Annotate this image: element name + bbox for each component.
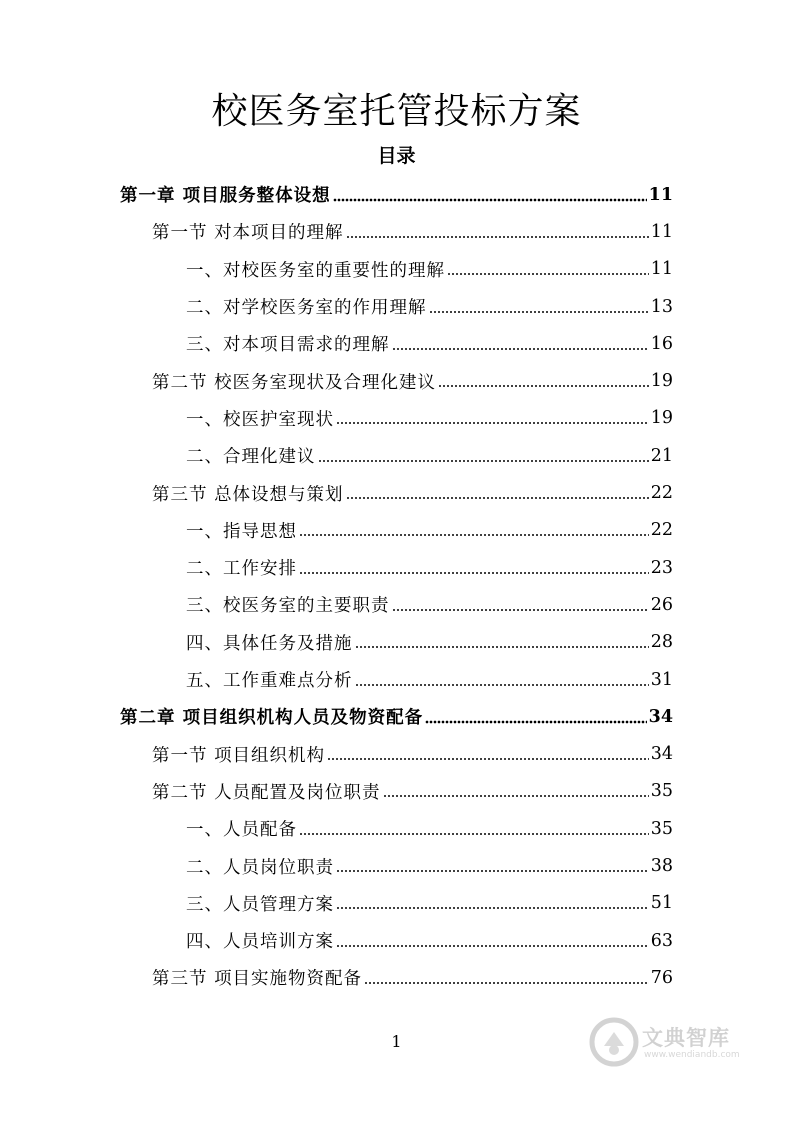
toc-dot-leader [383, 793, 649, 799]
toc-entry-label: 第一节 对本项目的理解 [152, 223, 344, 244]
toc-entry[interactable] [186, 922, 673, 959]
toc-heading: 目录 [377, 145, 416, 167]
toc-entry[interactable] [186, 251, 673, 288]
toc-entry-label: 第三节 总体设想与策划 [152, 484, 344, 505]
toc-entry-label: 三、对本项目需求的理解 [186, 335, 390, 356]
toc-entry-page: 16 [650, 333, 673, 354]
toc-entry-label: 一、校医护室现状 [186, 409, 334, 430]
toc-entry[interactable] [186, 325, 673, 362]
toc-entry[interactable] [186, 624, 673, 661]
toc-entry[interactable] [152, 474, 673, 511]
toc-entry-page: 51 [650, 893, 673, 914]
toc-dot-leader [355, 682, 649, 688]
toc-entry[interactable] [186, 586, 673, 623]
toc-entry-page: 22 [650, 483, 673, 504]
toc-dot-leader [333, 197, 647, 203]
toc-entry-page: 31 [650, 669, 673, 690]
watermark-logo-icon [588, 1016, 640, 1068]
document-title: 校医务室托管投标方案 [211, 91, 582, 132]
toc-entry-label: 二、合理化建议 [186, 447, 316, 468]
toc-dot-leader [336, 420, 649, 426]
toc-entry[interactable] [120, 698, 673, 735]
toc-dot-leader [327, 756, 649, 762]
toc-dot-leader [346, 234, 649, 240]
toc-entry[interactable] [152, 773, 673, 810]
toc-entry-page: 34 [650, 744, 673, 765]
toc-entry[interactable] [186, 400, 673, 437]
toc-entry[interactable] [186, 810, 673, 847]
toc-entry-page: 76 [650, 967, 673, 988]
toc-entry-label: 三、校医务室的主要职责 [186, 596, 390, 617]
toc-dot-leader [364, 980, 649, 986]
toc-entry-label: 四、具体任务及措施 [186, 633, 353, 654]
toc-dot-leader [299, 831, 649, 837]
toc-entry-page: 28 [650, 632, 673, 653]
toc-entry-page: 35 [650, 818, 673, 839]
toc-entry-page: 22 [650, 520, 673, 541]
toc-entry-label: 第二节 校医务室现状及合理化建议 [152, 372, 437, 393]
toc-entry-label: 二、工作安排 [186, 559, 297, 580]
toc-entry[interactable] [120, 176, 673, 213]
toc-entry-page: 26 [650, 594, 673, 615]
watermark [586, 1010, 766, 1080]
toc-entry-label: 第一章 项目服务整体设想 [120, 186, 331, 207]
toc-entry-label: 二、对学校医务室的作用理解 [186, 298, 427, 319]
toc-entry-page: 13 [650, 296, 673, 317]
toc-entry[interactable] [186, 512, 673, 549]
page-number: 1 [391, 1032, 402, 1051]
toc-entry[interactable] [186, 288, 673, 325]
toc-entry[interactable] [152, 213, 673, 250]
toc-entry[interactable] [186, 885, 673, 922]
toc-entry-page: 35 [650, 781, 673, 802]
toc-entry-label: 第二节 人员配置及岗位职责 [152, 782, 381, 803]
toc-entry-label: 第三节 项目实施物资配备 [152, 969, 363, 990]
watermark-url: www.wendiandb.com [644, 1050, 740, 1060]
toc-dot-leader [392, 346, 649, 352]
toc-entry-page: 38 [650, 856, 673, 877]
toc-entry-page: 11 [648, 184, 673, 205]
toc-entry-label: 一、对校医务室的重要性的理解 [186, 260, 445, 281]
toc-dot-leader [299, 570, 649, 576]
toc-entry-label: 一、指导思想 [186, 521, 297, 542]
toc-dot-leader [299, 532, 649, 538]
toc-dot-leader [318, 458, 649, 464]
toc-dot-leader [346, 495, 649, 501]
toc-entry-label: 三、人员管理方案 [186, 894, 334, 915]
toc-entry[interactable] [152, 959, 673, 996]
toc-entry-page: 19 [650, 371, 673, 392]
toc-entry[interactable] [152, 363, 673, 400]
toc-entry-label: 四、人员培训方案 [186, 932, 334, 953]
toc-entry-label: 第一节 项目组织机构 [152, 745, 326, 766]
toc-dot-leader [447, 271, 649, 277]
toc-entry-page: 21 [650, 445, 673, 466]
toc-entry-label: 五、工作重难点分析 [186, 671, 353, 692]
toc-dot-leader [336, 943, 649, 949]
toc-entry[interactable] [186, 847, 673, 884]
toc-entry[interactable] [186, 437, 673, 474]
toc-entry-page: 63 [650, 930, 673, 951]
toc-entry-page: 23 [650, 557, 673, 578]
toc-entry-label: 第二章 项目组织机构人员及物资配备 [120, 708, 424, 729]
toc-dot-leader [355, 644, 649, 650]
toc-entry[interactable] [152, 736, 673, 773]
toc-dot-leader [425, 719, 647, 725]
toc-dot-leader [438, 383, 649, 389]
toc-entry-page: 34 [648, 706, 673, 727]
toc-entry-page: 11 [650, 259, 673, 280]
toc-entry-page: 11 [650, 221, 673, 242]
toc-dot-leader [392, 607, 649, 613]
toc-entry[interactable] [186, 549, 673, 586]
toc-dot-leader [336, 868, 649, 874]
toc-dot-leader [336, 905, 649, 911]
toc-entry[interactable] [186, 661, 673, 698]
toc-entry-label: 二、人员岗位职责 [186, 857, 334, 878]
toc-entry-label: 一、人员配备 [186, 820, 297, 841]
toc-dot-leader [429, 309, 649, 315]
toc-entry-page: 19 [650, 408, 673, 429]
watermark-brand: 文典智库 [642, 1026, 730, 1050]
